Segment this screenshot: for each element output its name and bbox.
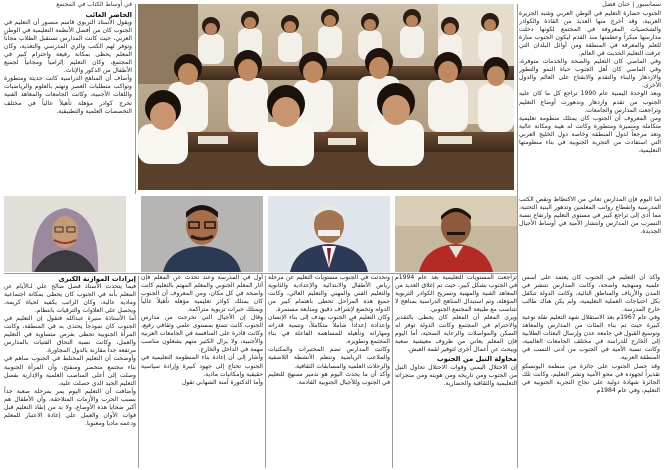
paragraph: وأضاف أن المناهج الدراسية كانت حديثة ومتطورة وتواكب متطلبات العصر وتهتم بالعلوم والرياضيات واللغات الأجنبية، وكانت الجامعات والمعاهد الفنية تخرج كوادر مؤهلة تأهيلاً عالياً في مختلف التخصصات العلمية والتطبيقية.	[4, 75, 132, 115]
article-column-bottom-4	[141, 274, 263, 470]
paragraph: وتحدثت في الجنوب مستويات التعليم عن مرحلة رياض الأطفال والابتدائية والإعدادية والثانوية والتعليم الفني والمهني والتعليم العالي، وكانت جميع هذه المراحل تحظى باهتمام كبير من الدولة وتخضع لإشراف دقيق ومتابعة مستمرة.	[268, 274, 390, 314]
article-column-bottom-5	[4, 274, 136, 470]
paragraph: وأضافت أن التعليم اليوم يمر بمرحلة صعبة جداً بسبب الحرب والأزمات المتلاحقة، وأن الأطفال هم أكبر ضحايا هذه الأوضاع، ولا بد من إنقاذ التعليم قبل فوات الأوان والعمل على إعادة الاعتبار للمعلم ودعمه ماديا ومعنويا.	[4, 387, 136, 427]
column-divider	[135, 4, 136, 194]
article-column-top-left	[4, 10, 132, 195]
paragraph: وأوضحت أن التعليم المختلط في الجنوب ساهم في بناء مجتمع متحضر ومنفتح، وأن المرأة الجنوبية وصلت إلى أعلى المناصب العلمية والإدارية بفضل التعليم الجيد الذي حصلت عليه.	[4, 355, 136, 387]
paragraph: وأشار إلى أن إعادة بناء المنظومة التعليمية في الجنوب تحتاج إلى جهود كبيرة وإرادة سياسية حقيقية وإمكانيات مادية.	[141, 354, 263, 378]
portrait-man-glasses	[141, 196, 263, 272]
subheading: محاولة النيل من الجنوب	[436, 355, 517, 364]
byline-author: سماسبور | حنان فضل	[602, 0, 661, 8]
paragraph: أما الأستاذة منيرة عبدالله فتقول إن التعليم في الجنوب كان نموذجاً يحتذى به في المنطقة، وكانت المرأة الجنوبية تحظى بفرص متساوية في التعليم والعمل، وكانت نسبة التحاق الفتيات بالمدارس مرتفعة جداً مقارنة بالدول المجاورة.	[4, 315, 136, 355]
portrait-woman-hijab	[4, 196, 126, 272]
article-column-bottom-2	[395, 274, 517, 470]
paragraph: أول في المدرسة وعند تحدث عن المعلم فإن أثار المعلم الجنوبي والمعلم المهتم بالتعليم كانت واضحة في كل مكان، ومن المعروف أن الجنوب كان يمتلك كوادر تعليمية مؤهلة تأهيلاً عالياً ويمتلك خبرات تربوية متراكمة.	[141, 274, 263, 314]
byline-left-caption: في أوساط الكتاب في المجتمع	[56, 1, 132, 8]
article-column-bottom-3	[268, 274, 390, 470]
subheading: إيرادات الموازنة الكبرى	[58, 275, 136, 283]
paragraph: ويرى المعلم أن المعلم كان يحظى بالتقدير والاحترام في المجتمع وكانت الدولة توفر له السكن والمواصلات والرعاية الصحية، أما اليوم فإن المعلم يعاني من ظروف معيشية صعبة ويبحث عن أعمال أخرى لتوفير لقمة العيش.	[395, 314, 517, 354]
paragraph: وأكد أن التعليم في الجنوب كان يعتمد على أسس علمية ومنهجية واضحة، وكانت المدارس تنتشر في المدن والأرياف والمناطق النائية، وكانت الدولة تتكفل بكل احتياجات العملية التعليمية، ولم يكن هناك طالب خارج المدرسة.	[522, 274, 660, 314]
paragraph: وقد حصل الجنوب على جائزة من منظمة اليونسكو تقديراً لجهوده في محو الأمية ونشر التعليم، وكانت تلك الجائزة شهادة دولية على نجاح التجربة الجنوبية في التعليم، وفي عام 1984م	[522, 362, 660, 394]
paragraph: أما اليوم فإن المدارس تعاني من الاكتظاظ ونقص الكتب المدرسية وانقطاع رواتب المعلمين وتدهور البنية التحتية، مما أدى إلى تراجع كبير في مستوى التعليم وارتفاع نسبة التسرب من المدارس وانتشار الأمية في أوساط الأجيال الجديدة.	[519, 196, 661, 236]
article-column-bottom-1	[522, 274, 660, 470]
column-divider	[138, 276, 139, 468]
paragraph: وأما الدكتورة آمنة الشهابي تقول	[181, 378, 263, 386]
article-column-top-right	[519, 10, 661, 195]
portrait-man-suit	[268, 196, 390, 272]
classroom-photo	[138, 4, 514, 190]
paragraph: الجنوب حضارة التعليم في الوطن العربي وشبه الجزيرة العربية، وقد أخرج منها العديد من القادة والكوادر والشخصيات المعروفة في المجتمع لكونها دخلت مدارسها مبكراً وعظمتها منذ القدم ليكون الجنوب منارة للعلم والمعرفة في المنطقة ومن أوائل البلدان التي عرفت التعليم الحديث في العالم.	[519, 10, 661, 58]
paragraph: وكانت المدارس تضم المختبرات والمكتبات والملاعب الرياضية وتنظم الأنشطة اللاصفية والرحلات العلمية والمسابقات الثقافية.	[268, 346, 390, 370]
paragraph: إن الاحتلال اليمني وقوات الاحتلال تحاول النيل من الجنوب ومن تاريخه ومن هويته ومن منجزاته التعليمية والثقافية والحضارية.	[395, 363, 517, 387]
column-divider	[517, 4, 518, 468]
paragraph: وأكد أن ما يحدث اليوم هو تدمير ممنهج للتعليم في الجنوب وللأجيال الجنوبية القادمة.	[268, 370, 390, 386]
paragraph: وقال إن الأجيال التي تخرجت من مدارس الجنوب كانت تتمتع بمستوى علمي وثقافي رفيع، وكانت قادرة على المنافسة في الجامعات العربية والأجنبية، ولا يزال الكثير منهم يشغلون مناصب مهمة في الداخل والخارج.	[141, 314, 263, 354]
paragraph: وبعد الوحدة اليمنية عام 1990 تراجع كل ما كان عليه الجنوب من تقدم وازدهار وتدهورت أوضاع التعليم وتراجعت المدارس والجامعات.	[519, 90, 661, 114]
row-divider	[4, 273, 517, 274]
article-column-row2-right	[519, 196, 661, 268]
paragraph: وفي عام 1967م بعد الاستقلال شهد التعليم نقلة نوعية كبيرة حيث تم بناء المئات من المدارس والمعاهد وتوسيع القبول في جامعة عدن وإرسال البعثات الطلابية إلى الخارج للدراسة في مختلف الجامعات العالمية، وكانت نسبة الأمية في الجنوب من أدنى النسب في المنطقة العربية.	[522, 314, 660, 362]
column-divider	[265, 276, 266, 468]
column-divider	[392, 276, 393, 468]
paragraph: فيما يتحدث الأستاذ فضل صالح علي لـالأيام عن المعلم بأنه في الجنوب كان يحظى بمكانة اجتماعية ومادية عالية، وكان الراتب يكفيه لحياة كريمة، ويحصل على العلاوات والترقيات بانتظام.	[4, 283, 136, 315]
paragraph: ومن المعروف أن الجنوب كان يمتلك منظومة تعليمية متكاملة ومتميزة ومتطورة وكانت له هيبة ومكانة عالية وتعد مرجعاً لدول المنطقة وخاصة دول الخليج العربي التي استفادت من التجربة الجنوبية في بناء منظومتها التعليمية.	[519, 114, 661, 154]
portrait-man-red-shirt	[395, 196, 517, 272]
subheading: الحاضر الغائب	[85, 11, 132, 19]
paragraph: وفي الماضي كان التعليم والصحة والخدمات متوفرة، وفي الماضي كان أهل الجنوب حياة النمو والتطور والازدهار والبناء والتقدم والانفتاح على العالم والدول الأخرى.	[519, 58, 661, 90]
paragraph: وكان التعليم في الجنوب يهدف إلى بناء الإنسان وإعداده إعداداً شاملاً متكاملاً، وتنمية قدراته ومهاراته وتأهيله للمساهمة الفاعلة في بناء المجتمع وتطويره.	[268, 314, 390, 346]
paragraph: تراجعت المستويات التعليمية بعد عام 1994م في الجنوب بشكل كبير، حيث تم إغلاق العديد من المعاهد الفنية والمهنية وتسريح الكوادر التربوية المؤهلة، وتم استبدال المناهج الدراسية بمناهج لا تتناسب مع طبيعة المجتمع الجنوبي.	[395, 274, 517, 314]
paragraph: ويقول الأستاذ التربوي قاسم منصور أن التعليم في الجنوب كان من أفضل الأنظمة التعليمية في الوطن العربي، حيث كانت المدارس تستقبل الطلاب مجاناً وتوفر لهم الكتب والزي المدرسي والتغذية، وكان المعلم يحظى بمكانة رفيعة واحترام كبير في المجتمع، وكان التعليم إلزامياً ومجانياً لجميع الأطفال من الذكور والإناث.	[4, 19, 132, 75]
